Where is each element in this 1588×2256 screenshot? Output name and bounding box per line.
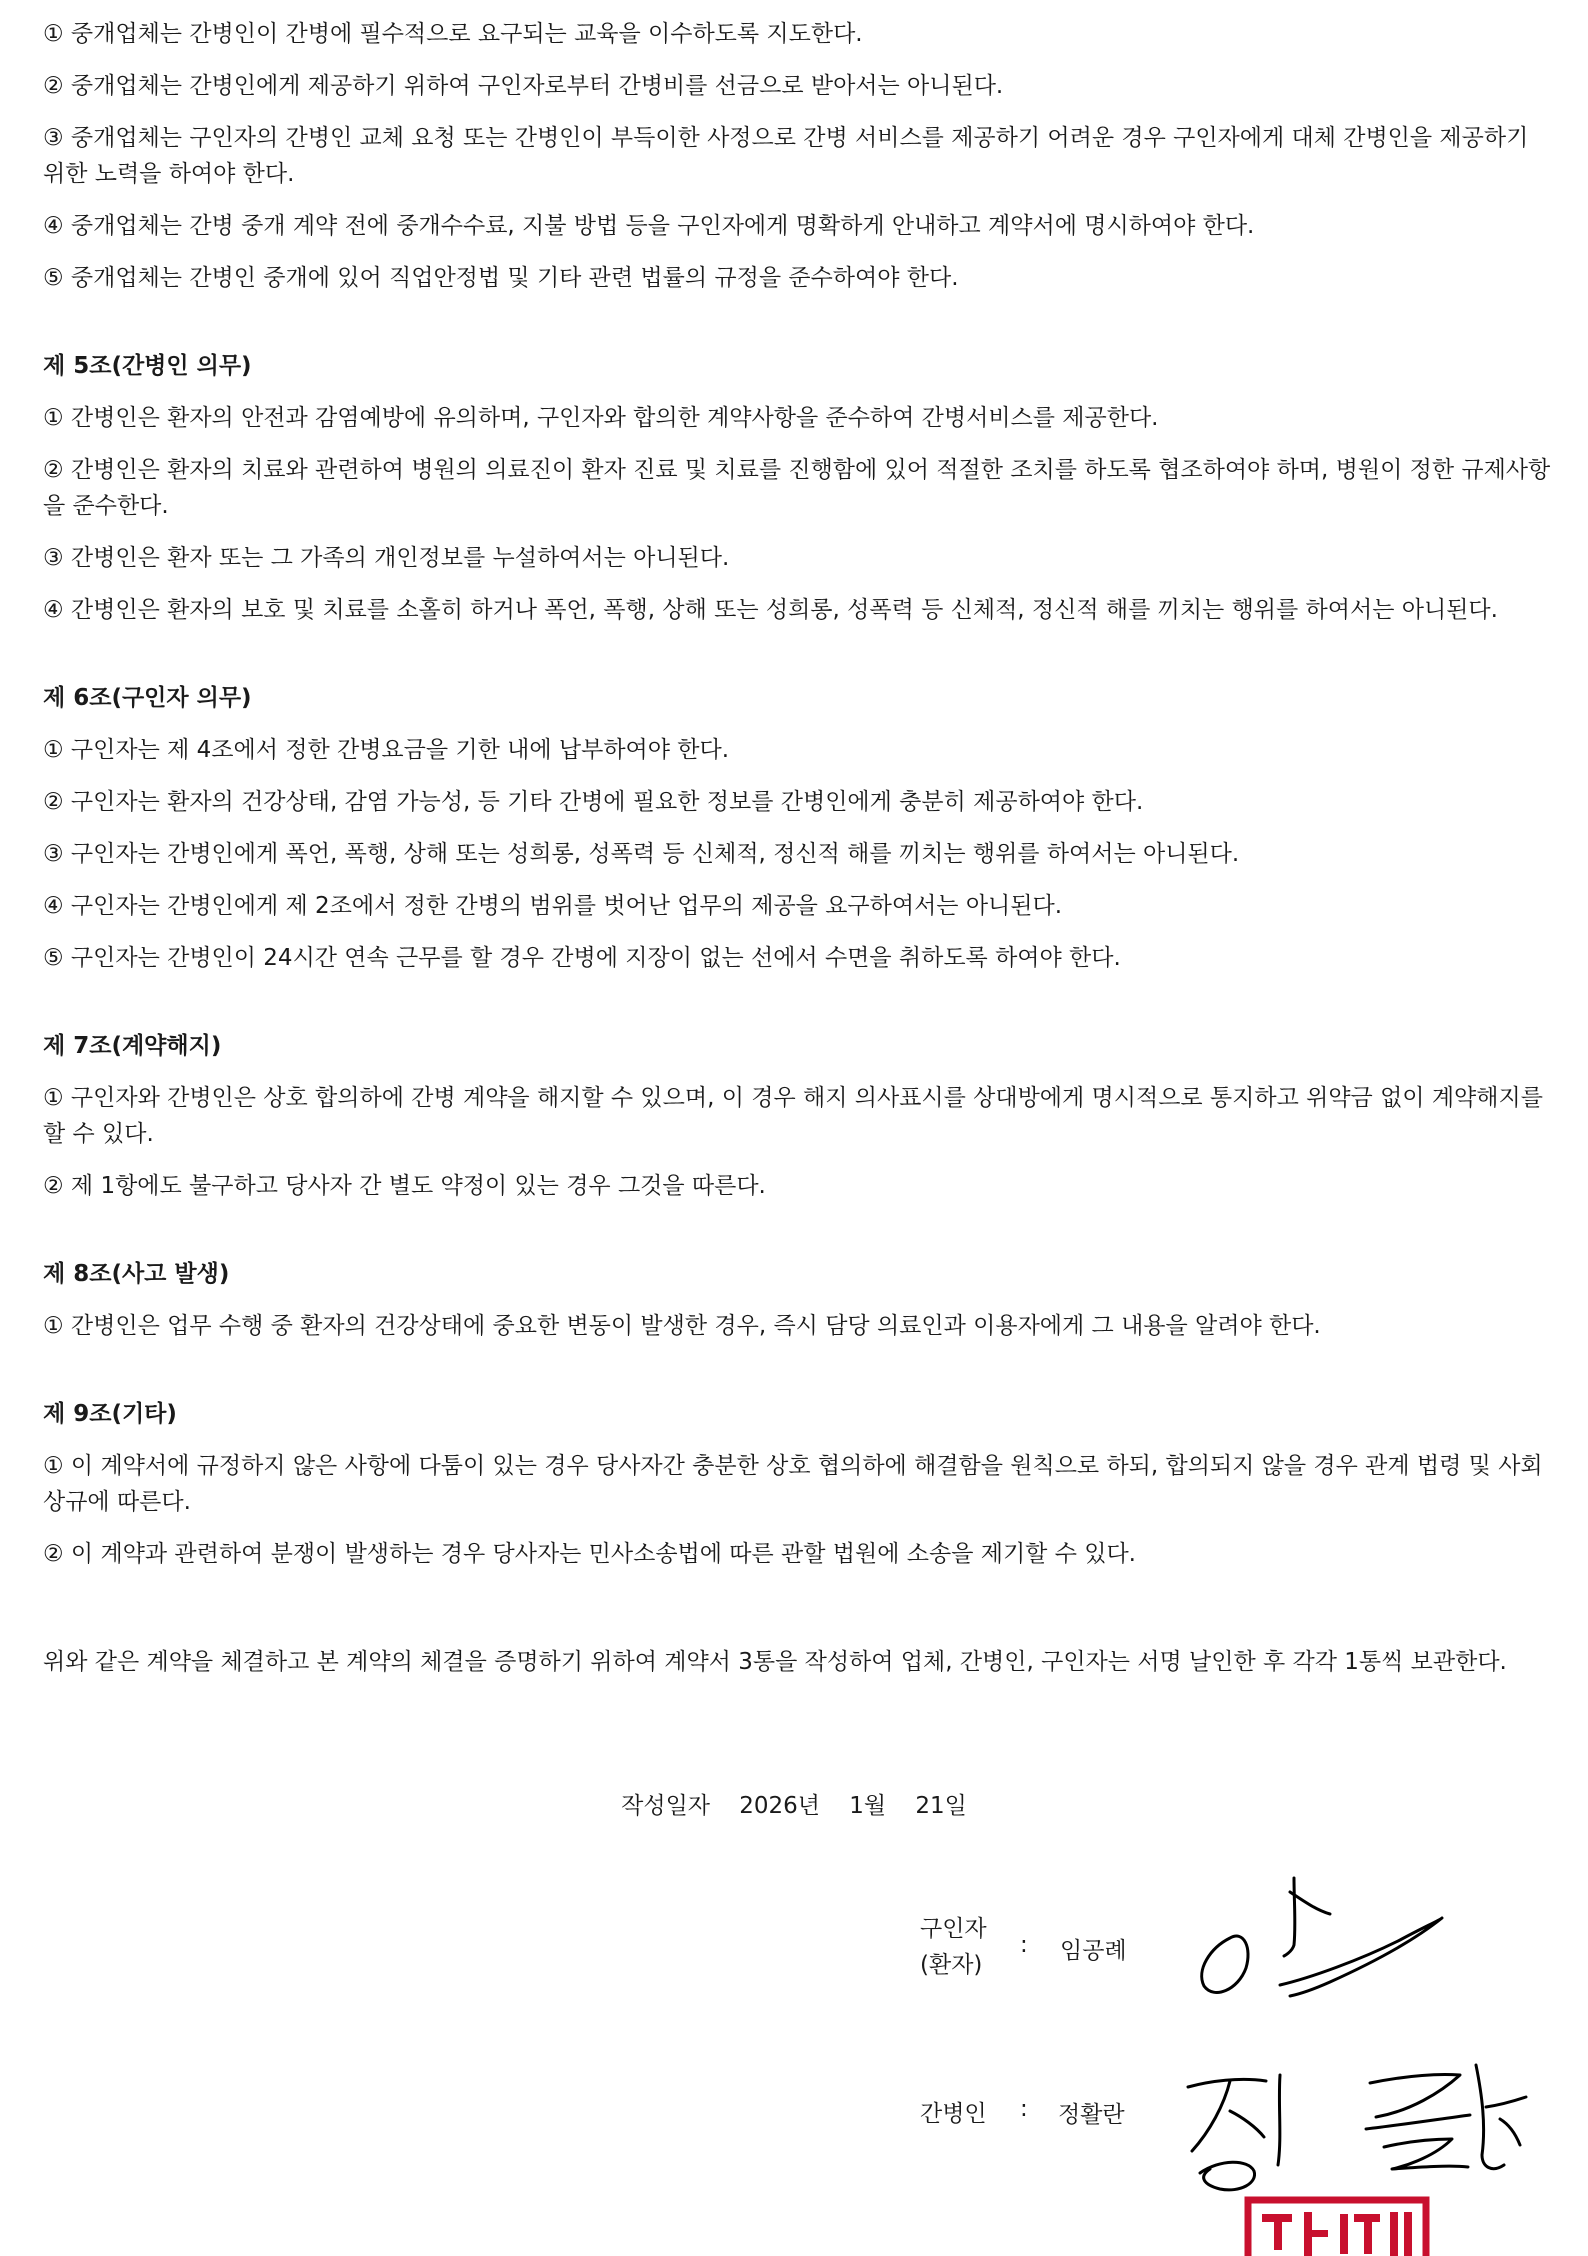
clause: ② 간병인은 환자의 치료와 관련하여 병원의 의료진이 환자 진료 및 치료를 진행함에 있어 적절한 조치를 하도록 협조하여야 하며, 병원이 정한 규제사항을 준수한다. [43,457,1551,519]
article-9 [43,1396,1553,1572]
caregiver-name: 정활란 [1058,2102,1125,2128]
clause: ① 구인자는 제 4조에서 정한 간병요금을 기한 내에 납부하여야 한다. [43,737,730,763]
article-6 [43,680,1553,976]
employer-label [920,1911,987,1983]
clause: ② 제 1항에도 불구하고 당사자 간 별도 약정이 있는 경우 그것을 따른다. [43,1173,766,1199]
caregiver-colon: : [1020,2096,1028,2122]
clause: ④ 중개업체는 간병 중개 계약 전에 중개수수료, 지불 방법 등을 구인자에게 명확하게 안내하고 계약서에 명시하여야 한다. [43,213,1255,239]
closing-statement: 위와 같은 계약을 체결하고 본 계약의 체결을 증명하기 위하여 계약서 3통을 작성하여 업체, 간병인, 구인자는 서명 날인한 후 각각 1통씩 보관한다. [43,1649,1507,1675]
clause: ② 구인자는 환자의 건강상태, 감염 가능성, 등 기타 간병에 필요한 정보를 간병인에게 충분히 제공하여야 한다. [43,789,1144,815]
clause: ④ 구인자는 간병인에게 제 2조에서 정한 간병의 범위를 벗어난 업무의 제공을 요구하여서는 아니된다. [43,893,1063,919]
article-5 [43,348,1553,628]
article-title: 제 7조(계약해지) [43,1033,222,1059]
caregiver-label: 간병인 [920,2101,987,2127]
article-4-continuation [43,0,1553,296]
article-title: 제 8조(사고 발생) [43,1261,230,1287]
caregiver-signature [1170,2055,1570,2205]
clause: ⑤ 중개업체는 간병인 중개에 있어 직업안정법 및 기타 관련 법률의 규정을 준수하여야 한다. [43,265,959,291]
article-8 [43,1256,1553,1344]
clause: ② 중개업체는 간병인에게 제공하기 위하여 구인자로부터 간병비를 선금으로 받아서는 아니된다. [43,73,1004,99]
article-7 [43,1028,1553,1204]
contract-document [43,0,1553,1696]
caregiver-seal [1244,2196,1430,2256]
employer-label-line1: 구인자 [920,1916,987,1942]
clause: ③ 구인자는 간병인에게 폭언, 폭행, 상해 또는 성희롱, 성폭력 등 신체적, 정신적 해를 끼치는 행위를 하여서는 아니된다. [43,841,1240,867]
clause: ① 간병인은 환자의 안전과 감염예방에 유의하며, 구인자와 합의한 계약사항을 준수하여 간병서비스를 제공한다. [43,405,1159,431]
article-title: 제 6조(구인자 의무) [43,685,252,711]
employer-name: 임공례 [1060,1938,1127,1964]
clause: ① 간병인은 업무 수행 중 환자의 건강상태에 중요한 변동이 발생한 경우, 즉시 담당 의료인과 이용자에게 그 내용을 알려야 한다. [43,1313,1321,1339]
contract-date: 작성일자 2026년 1월 21일 [621,1793,967,1819]
clause: ⑤ 구인자는 간병인이 24시간 연속 근무를 할 경우 간병에 지장이 없는 선에서 수면을 취하도록 하여야 한다. [43,945,1121,971]
clause: ③ 간병인은 환자 또는 그 가족의 개인정보를 누설하여서는 아니된다. [43,545,730,571]
clause: ② 이 계약과 관련하여 분쟁이 발생하는 경우 당사자는 민사소송법에 따른 관할 법원에 소송을 제기할 수 있다. [43,1541,1136,1567]
article-title: 제 9조(기타) [43,1401,177,1427]
article-title: 제 5조(간병인 의무) [43,353,252,379]
clause: ④ 간병인은 환자의 보호 및 치료를 소홀히 하거나 폭언, 폭행, 상해 또는 성희롱, 성폭력 등 신체적, 정신적 해를 끼치는 행위를 하여서는 아니된다. [43,597,1498,623]
employer-signature [1190,1870,1450,2020]
clause: ① 이 계약서에 규정하지 않은 사항에 다툼이 있는 경우 당사자간 충분한 상호 협의하에 해결함을 원칙으로 하되, 합의되지 않을 경우 관계 법령 및 사회상규에 따른다. [43,1453,1543,1515]
employer-label-line2: (환자) [920,1952,983,1978]
clause: ① 중개업체는 간병인이 간병에 필수적으로 요구되는 교육을 이수하도록 지도한다. [43,21,863,47]
clause: ① 구인자와 간병인은 상호 합의하에 간병 계약을 해지할 수 있으며, 이 경우 해지 의사표시를 상대방에게 명시적으로 통지하고 위약금 없이 계약해지를 할 수 있다. [43,1085,1543,1147]
employer-colon: : [1020,1932,1028,1958]
clause: ③ 중개업체는 구인자의 간병인 교체 요청 또는 간병인이 부득이한 사정으로 간병 서비스를 제공하기 어려운 경우 구인자에게 대체 간병인을 제공하기 위한 노력을 하여야 한다. [43,125,1529,187]
